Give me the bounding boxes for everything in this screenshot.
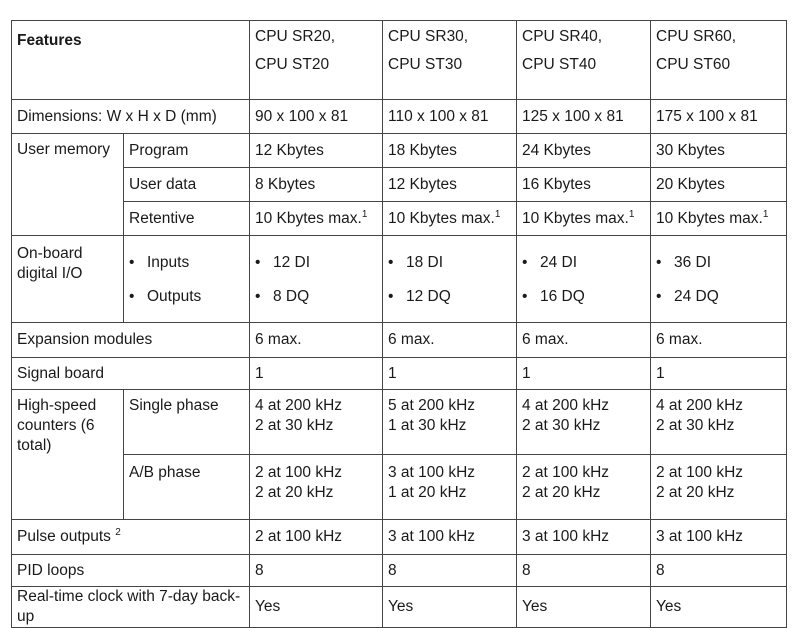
hsc-line: 4 at 200 kHz	[522, 397, 610, 414]
cell-value: 125 x 100 x 81	[517, 100, 651, 134]
signal-board-row	[12, 358, 787, 390]
cpu-header-line1: CPU SR40,	[522, 28, 603, 45]
retentive-value: 10 Kbytes max.	[388, 209, 495, 227]
cell-value: 3 at 100 kHz	[651, 520, 787, 555]
cell-value: Yes	[651, 587, 787, 628]
hsc-line: 4 at 200 kHz	[656, 397, 744, 414]
cell-value	[517, 455, 651, 520]
hsc-line: 3 at 100 kHz	[388, 464, 476, 481]
io-output-text: 12 DQ	[406, 288, 451, 305]
cell-value	[250, 202, 383, 236]
io-values	[250, 236, 383, 323]
bullet: •	[255, 254, 261, 271]
io-output-value	[255, 280, 377, 314]
bullet: •	[388, 254, 394, 271]
user-memory-label: User memory	[12, 134, 124, 236]
cell-value	[250, 390, 383, 455]
cell-value: 8	[250, 555, 383, 587]
footnote-marker: 1	[762, 208, 769, 220]
hsc-line: 2 at 30 kHz	[656, 417, 735, 434]
inputs-item	[129, 246, 244, 280]
cell-value: 8	[383, 555, 517, 587]
sub-label: Program	[124, 134, 250, 168]
sub-label: Retentive	[124, 202, 250, 236]
footnote-marker: 1	[361, 208, 368, 220]
row-label: Expansion modules	[12, 323, 250, 358]
bullet: •	[656, 288, 662, 305]
io-output-value	[388, 280, 511, 314]
io-values	[383, 236, 517, 323]
io-input-text: 12 DI	[273, 254, 311, 271]
hsc-line: 2 at 20 kHz	[656, 484, 735, 501]
inputs-label: Inputs	[147, 254, 190, 271]
expansion-row	[12, 323, 787, 358]
hsc-line: 1 at 20 kHz	[388, 484, 467, 501]
features-header: Features	[12, 21, 250, 100]
sub-label: Single phase	[124, 390, 250, 455]
sub-label: User data	[124, 168, 250, 202]
sub-label: A/B phase	[124, 455, 250, 520]
cpu-header-line1: CPU SR30,	[388, 28, 469, 45]
row-label: PID loops	[12, 555, 250, 587]
io-input-value	[388, 246, 511, 280]
hsc-line: 2 at 20 kHz	[255, 484, 334, 501]
cell-value	[517, 202, 651, 236]
row-label: Dimensions: W x H x D (mm)	[12, 100, 250, 134]
digital-io-label: On-board digital I/O	[12, 236, 124, 323]
cell-value	[383, 390, 517, 455]
digital-io-row	[12, 236, 787, 323]
retentive-value: 10 Kbytes max.	[255, 209, 362, 227]
cell-value: Yes	[517, 587, 651, 628]
bullet: •	[522, 288, 528, 305]
cpu-header	[517, 21, 651, 100]
cell-value: 8	[651, 555, 787, 587]
hsc-line: 5 at 200 kHz	[388, 397, 476, 414]
cell-value: Yes	[383, 587, 517, 628]
row-label: Real-time clock with 7-day back-up	[12, 587, 250, 628]
outputs-label: Outputs	[147, 288, 202, 305]
io-output-text: 8 DQ	[273, 288, 310, 305]
row-label: Signal board	[12, 358, 250, 390]
io-values	[651, 236, 787, 323]
cell-value: 8	[517, 555, 651, 587]
io-input-value	[656, 246, 781, 280]
cpu-header-line1: CPU SR60,	[656, 28, 737, 45]
cell-value: 3 at 100 kHz	[383, 520, 517, 555]
io-input-text: 36 DI	[674, 254, 712, 271]
retentive-value: 10 Kbytes max.	[656, 209, 763, 227]
header-row	[12, 21, 787, 100]
hsc-ab-row	[12, 455, 787, 520]
cpu-spec-table	[11, 20, 787, 628]
io-input-text: 18 DI	[406, 254, 444, 271]
cell-value: Yes	[250, 587, 383, 628]
spec-table-frame	[11, 20, 787, 628]
hsc-line: 2 at 100 kHz	[522, 464, 610, 481]
bullet: •	[388, 288, 394, 305]
bullet: •	[255, 288, 261, 305]
cell-value: 1	[250, 358, 383, 390]
hsc-single-row	[12, 390, 787, 455]
io-output-text: 16 DQ	[540, 288, 585, 305]
outputs-item	[129, 280, 244, 314]
cell-value: 6 max.	[250, 323, 383, 358]
retentive-row	[12, 202, 787, 236]
hsc-line: 2 at 30 kHz	[522, 417, 601, 434]
io-sublabels	[124, 236, 250, 323]
cell-value: 8 Kbytes	[250, 168, 383, 202]
cell-value	[651, 390, 787, 455]
program-memory-row	[12, 134, 787, 168]
cell-value: 18 Kbytes	[383, 134, 517, 168]
cell-value: 6 max.	[383, 323, 517, 358]
cpu-header	[383, 21, 517, 100]
cpu-header-line2: CPU ST30	[388, 56, 463, 73]
cpu-header-line2: CPU ST40	[522, 56, 597, 73]
cell-value: 30 Kbytes	[651, 134, 787, 168]
cell-value: 6 max.	[517, 323, 651, 358]
pulse-row	[12, 520, 787, 555]
cell-value	[383, 202, 517, 236]
cell-value: 12 Kbytes	[383, 168, 517, 202]
hsc-line: 2 at 20 kHz	[522, 484, 601, 501]
pulse-label: Pulse outputs	[17, 528, 111, 545]
bullet: •	[522, 254, 528, 271]
cell-value: 16 Kbytes	[517, 168, 651, 202]
cell-value: 110 x 100 x 81	[383, 100, 517, 134]
footnote-marker: 1	[628, 208, 635, 220]
rtc-row	[12, 587, 787, 628]
row-label	[12, 520, 250, 555]
io-output-value	[522, 280, 645, 314]
cell-value: 1	[651, 358, 787, 390]
bullet: •	[129, 288, 135, 305]
cell-value	[651, 202, 787, 236]
footnote-marker: 2	[115, 526, 121, 538]
cell-value: 1	[517, 358, 651, 390]
footnote-marker: 1	[494, 208, 501, 220]
io-output-text: 24 DQ	[674, 288, 719, 305]
hsc-line: 2 at 100 kHz	[656, 464, 744, 481]
io-input-value	[522, 246, 645, 280]
cpu-header-line2: CPU ST60	[656, 56, 731, 73]
bullet: •	[656, 254, 662, 271]
cell-value: 3 at 100 kHz	[517, 520, 651, 555]
io-output-value	[656, 280, 781, 314]
cell-value: 2 at 100 kHz	[250, 520, 383, 555]
user-data-row	[12, 168, 787, 202]
cell-value	[383, 455, 517, 520]
io-input-text: 24 DI	[540, 254, 578, 271]
cpu-header	[250, 21, 383, 100]
io-input-value	[255, 246, 377, 280]
retentive-value: 10 Kbytes max.	[522, 209, 629, 227]
hsc-line: 2 at 100 kHz	[255, 464, 343, 481]
cell-value	[250, 455, 383, 520]
cell-value: 1	[383, 358, 517, 390]
cell-value: 175 x 100 x 81	[651, 100, 787, 134]
cell-value	[517, 390, 651, 455]
cpu-header-line2: CPU ST20	[255, 56, 330, 73]
bullet: •	[129, 254, 135, 271]
cpu-header-line1: CPU SR20,	[255, 28, 336, 45]
dimensions-row	[12, 100, 787, 134]
pid-row	[12, 555, 787, 587]
hsc-line: 4 at 200 kHz	[255, 397, 343, 414]
io-values	[517, 236, 651, 323]
hsc-line: 1 at 30 kHz	[388, 417, 467, 434]
cell-value: 90 x 100 x 81	[250, 100, 383, 134]
cell-value: 24 Kbytes	[517, 134, 651, 168]
cell-value: 12 Kbytes	[250, 134, 383, 168]
hsc-line: 2 at 30 kHz	[255, 417, 334, 434]
hsc-label: High-speed counters (6 total)	[12, 390, 124, 520]
cell-value	[651, 455, 787, 520]
cell-value: 20 Kbytes	[651, 168, 787, 202]
cell-value: 6 max.	[651, 323, 787, 358]
cpu-header	[651, 21, 787, 100]
